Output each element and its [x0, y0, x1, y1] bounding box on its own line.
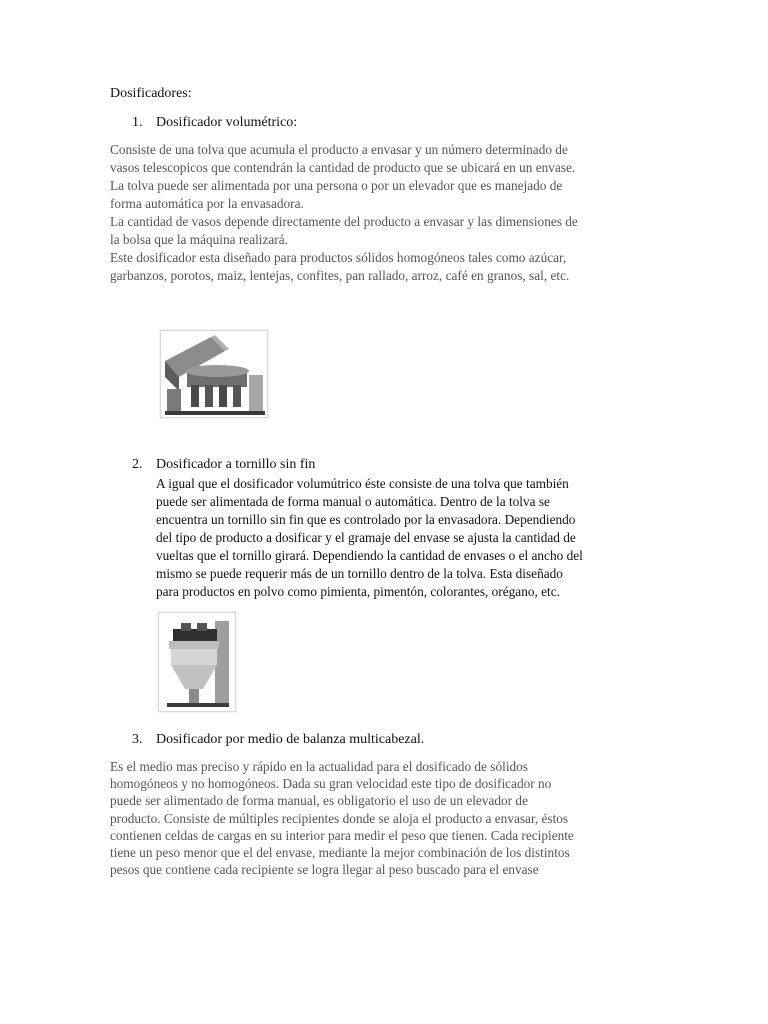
- paragraph-line: puede ser alimentado de forma manual, es obligatorio el uso de un elevador de: [110, 793, 528, 809]
- auger-doser-image: [158, 612, 236, 712]
- auger-doser-illustration: [159, 613, 235, 711]
- document-heading: Dosificadores:: [110, 86, 192, 101]
- section-3-title: [132, 732, 424, 748]
- paragraph-line: La tolva puede ser alimentada por una persona o por un elevador que es manejado de: [110, 178, 563, 193]
- section-2-title: [132, 457, 315, 473]
- volumetric-doser-illustration: [161, 331, 267, 417]
- paragraph-line: mismo se puede requerir más de un tornillo dentro de la tolva. Esta diseñado: [156, 566, 563, 581]
- section-1-number: 1.: [132, 115, 143, 130]
- paragraph-line: forma automática por la envasadora.: [110, 196, 304, 211]
- paragraph-line: Este dosificador esta diseñado para productos sólidos homogóneos tales como azúcar,: [110, 250, 567, 265]
- paragraph-line: A igual que el dosificador volumútrico éste consiste de una tolva que también: [156, 476, 569, 491]
- paragraph-line: tiene un peso menor que el del envase, mediante la mejor combinación de los distintos: [110, 845, 570, 861]
- paragraph-line: garbanzos, porotos, maiz, lentejas, confites, pan rallado, arroz, café en granos, sal, etc.: [110, 268, 570, 283]
- section-2-number: 2.: [132, 457, 143, 472]
- paragraph-line: producto. Consiste de múltiples recipientes donde se aloja el producto a envasar, éstos: [110, 810, 569, 826]
- paragraph-line: para productos en polvo como pimienta, pimentón, colorantes, orégano, etc.: [156, 584, 560, 599]
- section-3-title-text: Dosificador por medio de balanza multicabezal.: [156, 732, 425, 747]
- section-2-paragraph: [156, 475, 583, 601]
- paragraph-line: contienen celdas de cargas en su interior para medir el peso que tienen. Cada recipiente: [110, 827, 574, 843]
- volumetric-doser-image: [160, 330, 268, 418]
- section-1-paragraph: [110, 141, 578, 285]
- paragraph-line: Consiste de una tolva que acumula el producto a envasar y un número determinado de: [110, 142, 568, 157]
- paragraph-line: del tipo de producto a dosificar y el gramaje del envase se ajusta la cantidad de: [156, 530, 576, 545]
- paragraph-line: encuentra un tornillo sin fin que es controlado por la envasadora. Dependiendo: [156, 512, 576, 527]
- paragraph-line: vasos telescopicos que contendrán la cantidad de producto que se ubicará en un envase.: [110, 160, 576, 175]
- paragraph-line: vueltas que el tornillo girará. Dependiendo la cantidad de envases o el ancho del: [156, 548, 583, 563]
- paragraph-line: puede ser alimentada de forma manual o automática. Dentro de la tolva se: [156, 494, 550, 509]
- paragraph-line: Es el medio mas preciso y rápido en la actualidad para el dosificado de sólidos: [110, 759, 528, 774]
- paragraph-line: homogóneos y no homogóneos. Dada su gran velocidad este tipo de dosificador no: [110, 776, 552, 792]
- section-1-title-text: Dosificador volumétrico:: [156, 115, 298, 130]
- section-3-paragraph: [110, 758, 574, 878]
- section-2-title-text: Dosificador a tornillo sin fin: [156, 457, 316, 472]
- paragraph-line: La cantidad de vasos depende directamente del producto a envasar y las dimensiones de: [110, 214, 578, 229]
- section-1-title: [132, 115, 297, 131]
- paragraph-line: la bolsa que la máquina realizará.: [110, 232, 288, 247]
- paragraph-line: pesos que contiene cada recipiente se logra llegar al peso buscado para el envase: [110, 862, 539, 878]
- section-3-number: 3.: [132, 732, 143, 747]
